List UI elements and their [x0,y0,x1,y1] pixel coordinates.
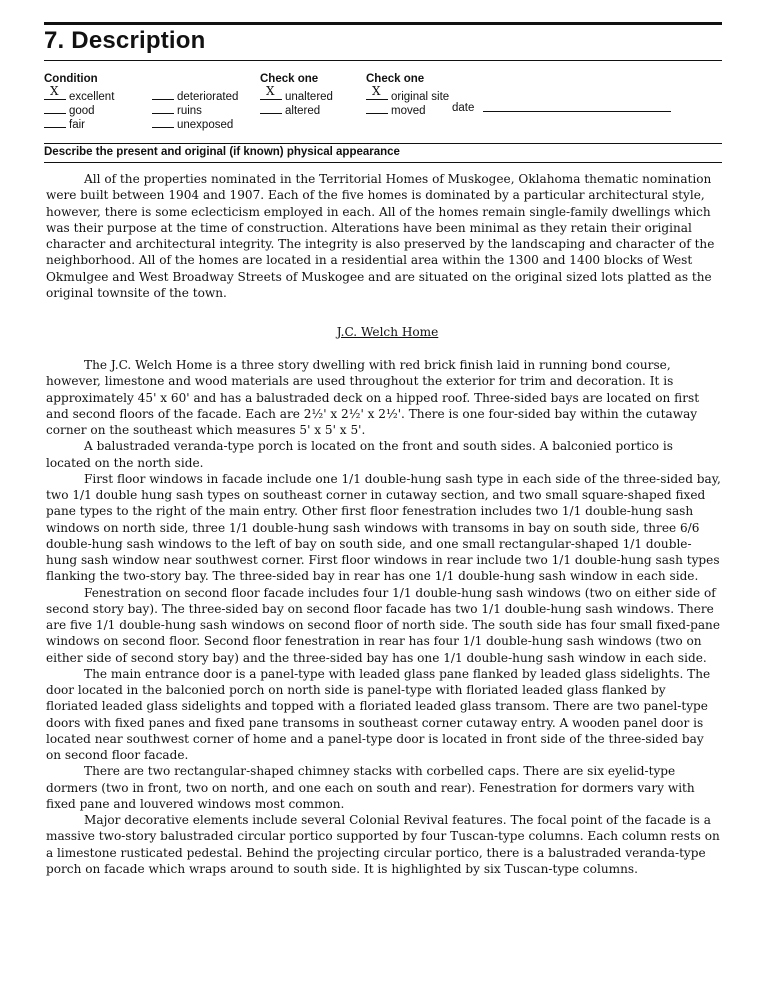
home-heading-text: J.C. Welch Home [336,325,439,339]
home-description [46,357,721,877]
option-label: fair [69,119,85,131]
check-mark: X [50,84,59,98]
condition-header: Condition [44,73,98,85]
checkbox-moved[interactable] [366,102,388,114]
option-altered[interactable] [260,102,320,117]
alteration-header: Check one [260,73,319,85]
date-label: date [452,102,475,114]
instruction-heading: Describe the present and original (if known) physical appearance [44,146,400,158]
checkbox-altered[interactable] [260,102,282,114]
option-label: deteriorated [177,91,239,103]
option-moved[interactable] [366,102,426,117]
checkbox-fair[interactable] [44,116,66,128]
option-fair[interactable] [44,116,85,131]
check-mark: X [266,84,275,98]
paragraph: The J.C. Welch Home is a three story dwelling with red brick finish laid in running bond course, however, limestone and wood materials are used throughout the exterior for trim and decoration. It is approximately 45' x 60' and has a balustraded deck on a hipped roof. Three-sided bays are located on first and second floors of the facade. Each are 2½' x 2½' x 2½'. There is one four-sided bay within the cutaway corner on the southeast which measures 5' x 5' x 5'. [46,358,700,437]
section-title: 7. Description [44,27,206,54]
checkbox-ruins[interactable] [152,102,174,114]
paragraph: There are two rectangular-shaped chimney stacks with corbelled caps. There are six eyelid-type dormers (two in front, two on north, and one each on south and rear). Fenestration for dormers vary with fixed pane and louvered windows most common. [46,764,695,811]
paragraph: Major decorative elements include several Colonial Revival features. The focal point of the facade is a massive two-story balustraded circular portico supported by four Tuscan-type columns. Each column rests on a limestone rusticated pedestal. Behind the projecting circular portico, there is a balustraded veranda-type porch on facade which wraps around to south side. It is highlighted by six Tuscan-type columns. [46,813,720,876]
option-original-site[interactable] [366,84,450,103]
date-field[interactable] [483,111,671,112]
section-rule [44,143,722,144]
home-heading [0,325,775,339]
option-unexposed[interactable] [152,116,233,131]
option-label: altered [285,105,321,117]
checkbox-excellent[interactable] [44,84,66,100]
checkbox-good[interactable] [44,102,66,114]
intro-text [46,171,721,301]
site-header: Check one [366,73,425,85]
option-ruins[interactable] [152,102,202,117]
option-label: moved [391,105,426,117]
option-label: ruins [177,105,202,117]
checkbox-unaltered[interactable] [260,84,282,100]
paragraph: The main entrance door is a panel-type with leaded glass pane flanked by leaded glass sidelights. The door located in the balconied porch on north side is panel-type with floriated leaded glass flanked by floriated leaded glass sidelights and topped with a floriated leaded glass transom. There are two panel-type doors with fixed panes and fixed pane transoms in southeast corner cutaway entry. A wooden panel door is located near southwest corner of home and a panel-type door is located in front side of the three-sided bay on second floor facade. [46,666,711,762]
option-label: original site [391,91,450,103]
option-label: unexposed [177,119,234,131]
option-label: excellent [69,91,115,103]
option-unaltered[interactable] [260,84,333,103]
option-deteriorated[interactable] [152,88,238,103]
option-label: good [69,105,95,117]
check-mark: X [372,84,381,98]
intro-paragraph: All of the properties nominated in the Territorial Homes of Muskogee, Oklahoma thematic nomination were built between 1904 and 1907. Each of the five homes is dominated by a particular architectural style, however, there is some eclecticism employed in each. All of the homes remain single-family dwellings which was their purpose at the time of construction. Alterations have been minimal as they retain their original character and architectural integrity. The integrity is also preserved by the landscaping and character of the neighborhood. All of the homes are located in a residential area within the 1300 and 1400 blocks of West Okmulgee and West Broadway Streets of Muskogee and are situated on the original sized lots platted as the original townsite of the town. [46,172,715,300]
paragraph: Fenestration on second floor facade includes four 1/1 double-hung sash windows (two on either side of second story bay). The three-sided bay on second floor facade has two 1/1 double-hung sash windows. There are five 1/1 double-hung sash windows on second floor of north side. The south side has four small fixed-pane windows on second floor. Second floor fenestration in rear has four 1/1 double-hung sash windows (two on either side of second story bay) and the three-sided bay has one 1/1 double-hung sash window in each side. [46,585,720,665]
option-excellent[interactable] [44,84,115,103]
paragraph: First floor windows in facade include one 1/1 double-hung sash type in each side of the three-sided bay, two 1/1 double hung sash types on southeast corner in cutaway section, and two small square-shaped fixed pane types to the right of the main entry. Other first floor fenestration includes two 1/1 double-hung sash windows on north side, three 1/1 double-hung sash windows with transoms in bay on south side, three 6/6 double-hung sash windows to the left of bay on south side, and one small rectangular-shaped 1/1 double-hung sash window near southwest corner. First floor windows in rear include two 1/1 double-hung sash types flanking the two-story bay. The three-sided bay in rear has one 1/1 double-hung sash window in each side. [46,471,721,584]
option-label: unaltered [285,91,333,103]
instruction-rule [44,162,722,163]
title-rule [44,60,722,61]
checkbox-deteriorated[interactable] [152,88,174,100]
top-rule [44,22,722,25]
checkbox-unexposed[interactable] [152,116,174,128]
paragraph: A balustraded veranda-type porch is located on the front and south sides. A balconied portico is located on the north side. [46,439,674,470]
checkbox-original-site[interactable] [366,84,388,100]
option-good[interactable] [44,102,95,117]
